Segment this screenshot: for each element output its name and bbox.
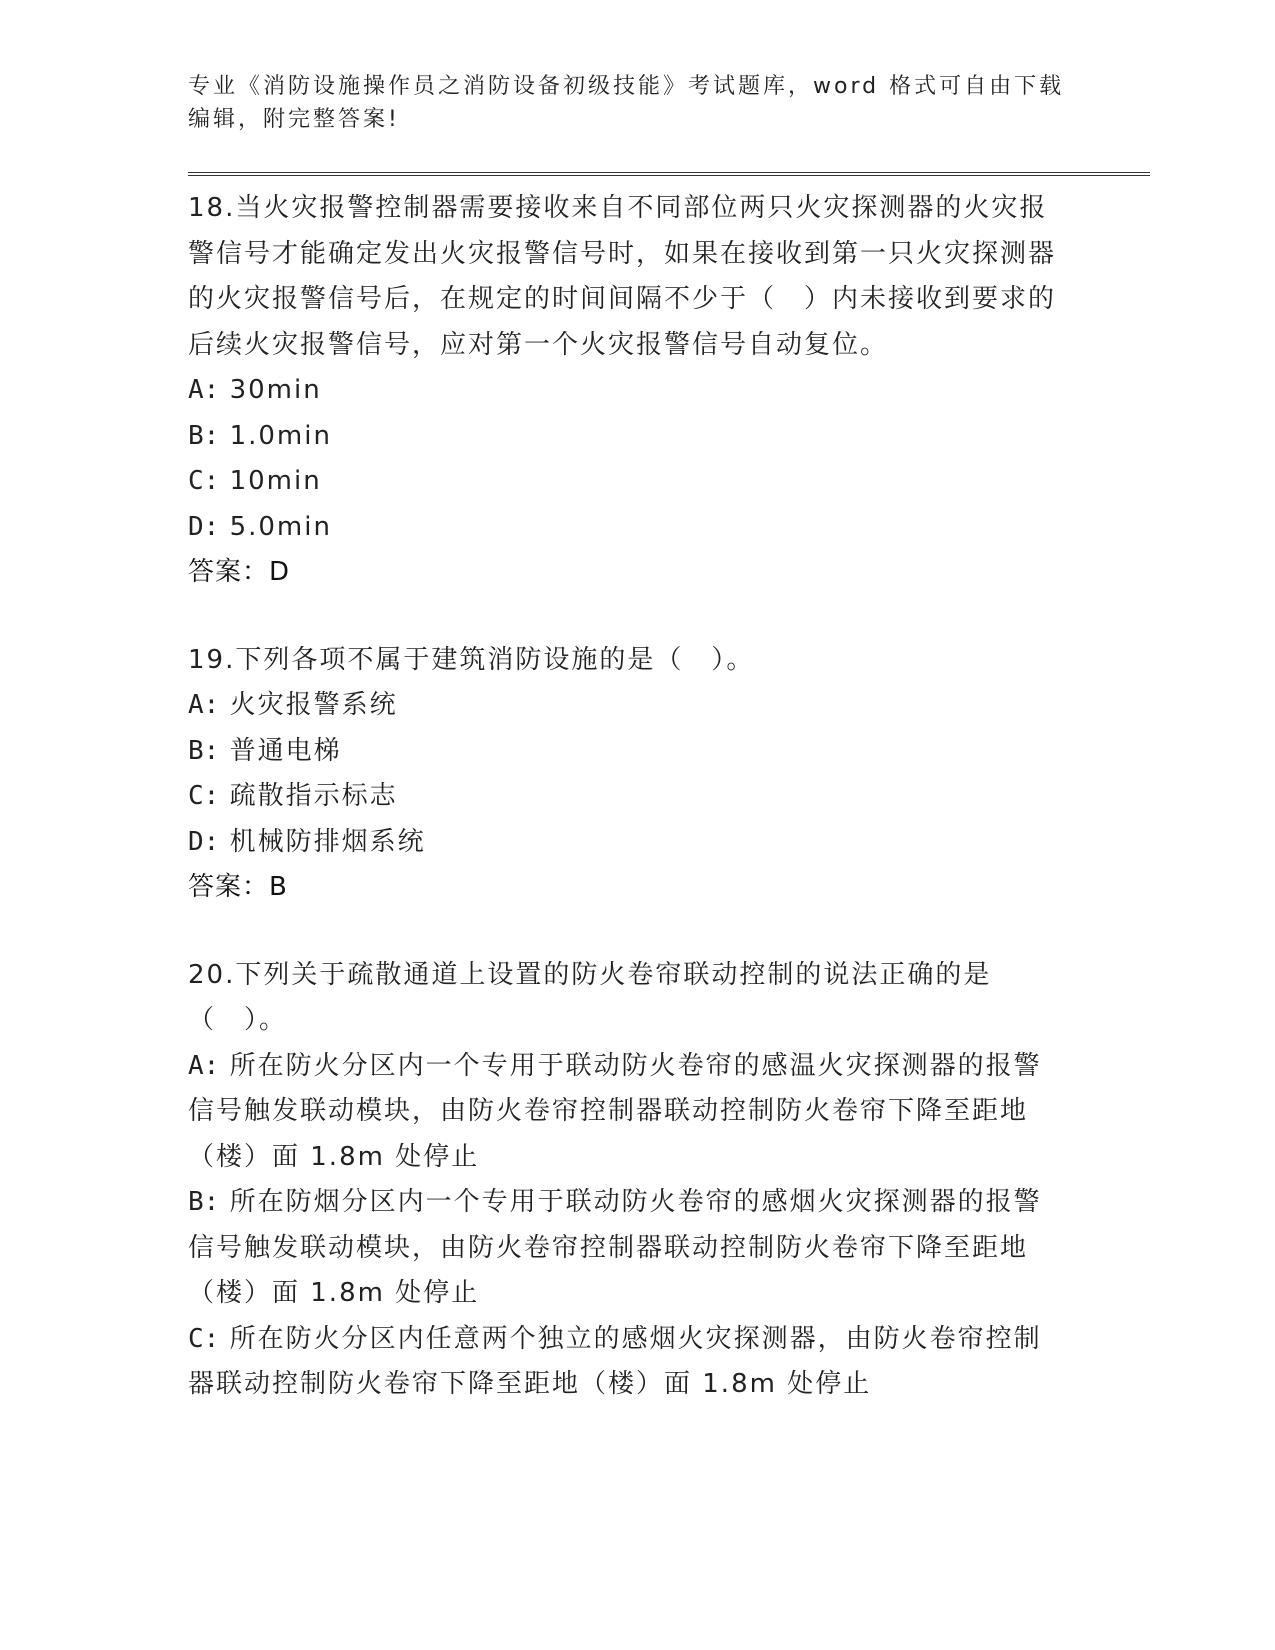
header-divider xyxy=(188,172,1150,176)
option-key: C: xyxy=(188,1323,220,1354)
option-a xyxy=(188,683,1068,729)
question-stem: 18.当火灾报警控制器需要接收来自不同部位两只火灾探测器的火灾报警信号才能确定发出火灾报警信号时，如果在接收到第一只火灾探测器的火灾报警信号后，在规定的时间间隔不少于（ ）内未接收到要求的后续火灾报警信号，应对第一个火灾报警信号自动复位。 xyxy=(188,193,1057,360)
question-20 xyxy=(188,953,1148,1408)
option-text: 30min xyxy=(229,375,322,405)
option-text: 所在防火分区内任意两个独立的感烟火灾探测器，由防火卷帘控制器联动控制防火卷帘下降至距地（楼）面 1.8m 处停止 xyxy=(188,1323,1042,1399)
option-key: D: xyxy=(188,826,220,857)
option-a xyxy=(188,368,1068,414)
option-d xyxy=(188,505,1068,551)
question-18 xyxy=(188,186,1148,596)
document-page xyxy=(188,70,1148,1408)
option-text: 所在防火分区内一个专用于联动防火卷帘的感温火灾探测器的报警信号触发联动模块，由防火卷帘控制器联动控制防火卷帘下降至距地（楼）面 1.8m 处停止 xyxy=(188,1050,1042,1172)
option-key: A: xyxy=(188,1050,220,1081)
option-text: 火灾报警系统 xyxy=(229,690,398,720)
option-text: 机械防排烟系统 xyxy=(229,826,426,857)
option-text: 疏散指示标志 xyxy=(229,781,398,811)
option-key: D: xyxy=(188,511,220,542)
option-key: C: xyxy=(188,781,220,811)
option-key: B: xyxy=(188,735,220,766)
option-text: 1.0min xyxy=(229,420,332,451)
answer-line: 答案：B xyxy=(188,872,288,902)
option-c xyxy=(188,459,1068,505)
option-c xyxy=(188,774,1068,820)
answer-line: 答案：D xyxy=(188,557,291,587)
option-text: 普通电梯 xyxy=(229,735,342,766)
option-text: 10min xyxy=(229,466,322,496)
option-a xyxy=(188,1044,1068,1181)
question-stem: 20.下列关于疏散通道上设置的防火卷帘联动控制的说法正确的是（ ）。 xyxy=(188,959,992,1035)
option-b xyxy=(188,729,1068,775)
question-stem: 19.下列各项不属于建筑消防设施的是（ ）。 xyxy=(188,644,755,675)
option-text: 所在防烟分区内一个专用于联动防火卷帘的感烟火灾探测器的报警信号触发联动模块，由防火卷帘控制器联动控制防火卷帘下降至距地（楼）面 1.8m 处停止 xyxy=(188,1187,1042,1308)
option-b xyxy=(188,1180,1068,1317)
option-key: A: xyxy=(188,375,220,405)
option-key: B: xyxy=(188,1187,220,1217)
option-d xyxy=(188,820,1068,866)
option-b xyxy=(188,414,1068,460)
option-c xyxy=(188,1317,1068,1408)
option-text: 5.0min xyxy=(229,511,332,542)
document-header: 专业《消防设施操作员之消防设备初级技能》考试题库，word 格式可自由下载编辑，附完整答案! xyxy=(188,74,1065,132)
option-key: A: xyxy=(188,690,220,720)
option-key: C: xyxy=(188,466,220,496)
question-19 xyxy=(188,638,1148,911)
option-key: B: xyxy=(188,420,220,451)
